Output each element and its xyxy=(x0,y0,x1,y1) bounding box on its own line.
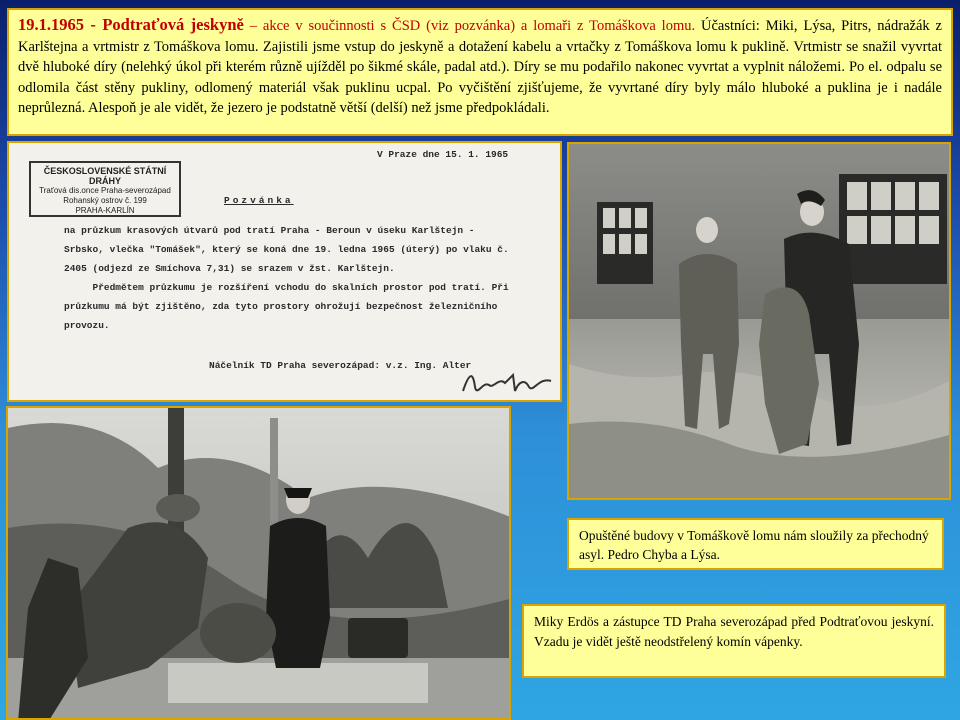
document-body xyxy=(64,221,544,335)
document-line: provozu. xyxy=(64,320,110,331)
railway-stamp xyxy=(29,161,181,217)
document-line: průzkumu má být zjištěno, zda tyto prostory ohrožují bezpečnost železničního xyxy=(64,301,498,312)
stamp-line-3: Rohanský ostrov č. 199 xyxy=(63,196,147,205)
caption-cave-entrance: Miky Erdös a zástupce TD Praha severozápad před Podtraťovou jeskyní. Vzadu je vidět ještě neodstřelený komín vápenky. xyxy=(522,604,946,678)
stamp-line-2: Traťová dis.once Praha-severozápad xyxy=(39,186,171,195)
document-line: na průzkum krasových útvarů pod tratí Praha - Beroun v úseku Karlštejn - xyxy=(64,225,475,236)
event-subtitle: – akce v součinnosti s ČSD (viz pozvánka) a lomaři z Tomáškova lomu. xyxy=(243,18,696,34)
invitation-document-scan xyxy=(7,141,562,402)
document-line: Srbsko, vlečka "Tomášek", který se koná dne 19. ledna 1965 (úterý) po vlaku č. xyxy=(64,244,509,255)
document-line: 2405 (odjezd ze Smíchova 7,31) se srazem v žst. Karlštejn. xyxy=(64,263,395,274)
document-signature-line: Náčelník TD Praha severozápad: v.z. Ing. Alter xyxy=(209,360,472,371)
photo-cave-image xyxy=(8,408,511,720)
photo-abandoned-buildings xyxy=(567,142,951,500)
caption-abandoned-buildings: Opuštěné budovy v Tomáškově lomu nám sloužily za přechodný asyl. Pedro Chyba a Lýsa. xyxy=(567,518,944,570)
document-date: V Praze dne 15. 1. 1965 xyxy=(377,149,509,160)
event-description: Účastníci: Miki, Lýsa, Pitrs, nádražák z Karlštejna a vrtmistr z Tomáškova lomu. Zajistili jsme vstup do jeskyně a dotažení kabelu a vrtačky z Tomáškova lomu k puklině. Vrtmistr se snažil vyvrtat dvě hluboké díry (nelehký úkol při kterém různě ujížděl po šikmé skále, padal atd.). Díry se mu podařilo nakonec vyvrtat a vyplnit náložemi. Po el. odpalu se odlomila část stěny pukliny, odlomený materiál však puklinu ucpal. Po vyčištění zjišťujeme, že vyvrtané díry byly málo hluboké a puklina je i nadále neprůlezná. Alespoň je ale vidět, že jezero je podstatně větší (delší) než jsme předpokládali. xyxy=(18,18,942,117)
header-text-box xyxy=(7,8,953,136)
handwritten-signature xyxy=(459,367,559,399)
document-title: Pozvánka xyxy=(224,195,294,206)
document-line: Předmětem průzkumu je rozšíření vchodu do skalních prostor pod tratí. Při xyxy=(64,282,509,293)
event-title: 19.1.1965 - Podtraťová jeskyně xyxy=(18,15,244,34)
stamp-line-1: ČESKOSLOVENSKÉ STÁTNÍ DRÁHY xyxy=(43,166,167,186)
photo-cave-entrance xyxy=(6,406,511,720)
photo-buildings-image xyxy=(569,144,951,500)
stamp-line-4: PRAHA-KARLÍN xyxy=(75,206,135,215)
